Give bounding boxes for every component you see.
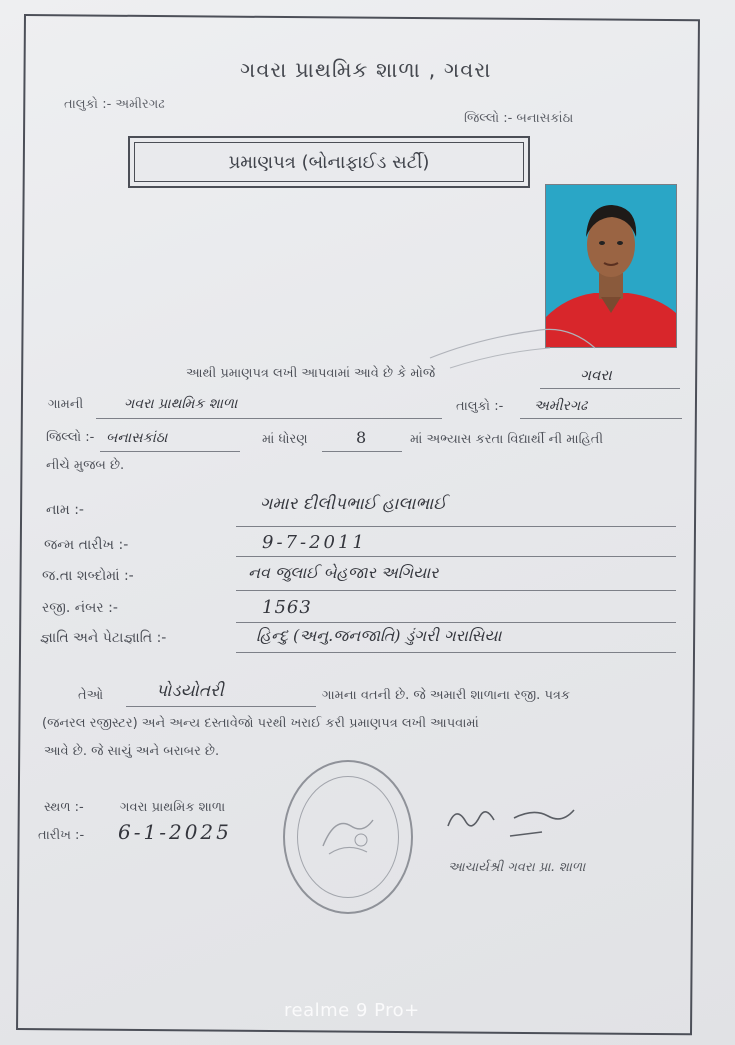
field-label-dob-words: જ.તા શબ્દોમાં :- bbox=[42, 568, 134, 584]
statement-village: પોડયોતરી bbox=[156, 681, 224, 701]
intro-village: ગવરા bbox=[580, 366, 612, 384]
intro-line-3: માં અભ્યાસ કરતા વિદ્યાર્થી ની માહિતી bbox=[410, 432, 604, 447]
field-value-reg-no: 1563 bbox=[262, 597, 312, 618]
date-label: તારીખ :- bbox=[38, 828, 85, 843]
field-label-name: નામ :- bbox=[46, 502, 84, 518]
district-header: જિલ્લો :- બનાસકાંઠા bbox=[464, 111, 574, 126]
field-label-caste: જ્ઞાતિ અને પેટાજ્ઞાતિ :- bbox=[40, 630, 167, 646]
camera-watermark: realme 9 Pro+ bbox=[284, 1000, 420, 1021]
school-title: ગવરા પ્રાથમિક શાળા , ગવરા bbox=[240, 58, 492, 82]
intro-school-prefix: ગામની bbox=[48, 397, 84, 412]
intro-taluka: અમીરગઢ bbox=[534, 398, 588, 414]
statement-line-2: (જનરલ રજીસ્ટર) અને અન્ય દસ્તાવેજો પરથી ખરાઈ કરી પ્રમાણપત્ર લખી આપવામાં bbox=[42, 716, 479, 731]
principal-signature bbox=[444, 796, 604, 846]
intro-grade-prefix: માં ધોરણ bbox=[262, 432, 308, 447]
intro-line-1: આથી પ્રમાણપત્ર લખી આપવામાં આવે છે કે મોજે bbox=[186, 366, 436, 381]
statement-line-1: ગામના વતની છે. જે અમારી શાળાના રજી. પત્રક bbox=[322, 688, 571, 703]
place-label: સ્થળ :- bbox=[44, 800, 84, 815]
school-stamp bbox=[283, 760, 413, 914]
intro-line-4: નીચે મુજબ છે. bbox=[46, 458, 125, 473]
intro-taluka-prefix: તાલુકો :- bbox=[456, 399, 504, 414]
photo-attestation-scribble bbox=[420, 308, 600, 378]
intro-district-prefix: જિલ્લો :- bbox=[46, 430, 95, 445]
field-value-dob-words: નવ જુલાઈ બેહજાર અગિયાર bbox=[248, 563, 439, 582]
statement-line-3: આવે છે. જે સાચું અને બરાબર છે. bbox=[44, 744, 220, 759]
field-value-dob: 9-7-2011 bbox=[262, 532, 367, 553]
field-label-reg-no: રજી. નંબર :- bbox=[42, 600, 118, 616]
intro-school-name: ગવરા પ્રાથમિક શાળા bbox=[124, 396, 238, 412]
intro-district: બનાસકાંઠા bbox=[106, 430, 168, 446]
taluka-header: તાલુકો :- અમીરગઢ bbox=[64, 97, 165, 112]
place-value: ગવરા પ્રાથમિક શાળા bbox=[120, 800, 226, 815]
signature-title: આચાર્યશ્રી ગવરા પ્રા. શાળા bbox=[448, 860, 586, 875]
field-value-caste: હિન્દુ (અનુ.જનજાતિ) ડુંગરી ગરાસિયા bbox=[256, 626, 502, 645]
certificate-heading: પ્રમાણપત્ર (બોનાફાઈડ સર્ટી) bbox=[134, 142, 524, 182]
intro-grade: 8 bbox=[356, 428, 367, 447]
statement-prefix: તેઓ bbox=[78, 688, 104, 703]
date-value: 6-1-2025 bbox=[118, 820, 232, 844]
field-label-dob: જન્મ તારીખ :- bbox=[44, 537, 129, 553]
field-value-name: ગમાર દીલીપભાઈ હાલાભાઈ bbox=[260, 494, 447, 514]
certificate-heading-box bbox=[128, 136, 530, 188]
